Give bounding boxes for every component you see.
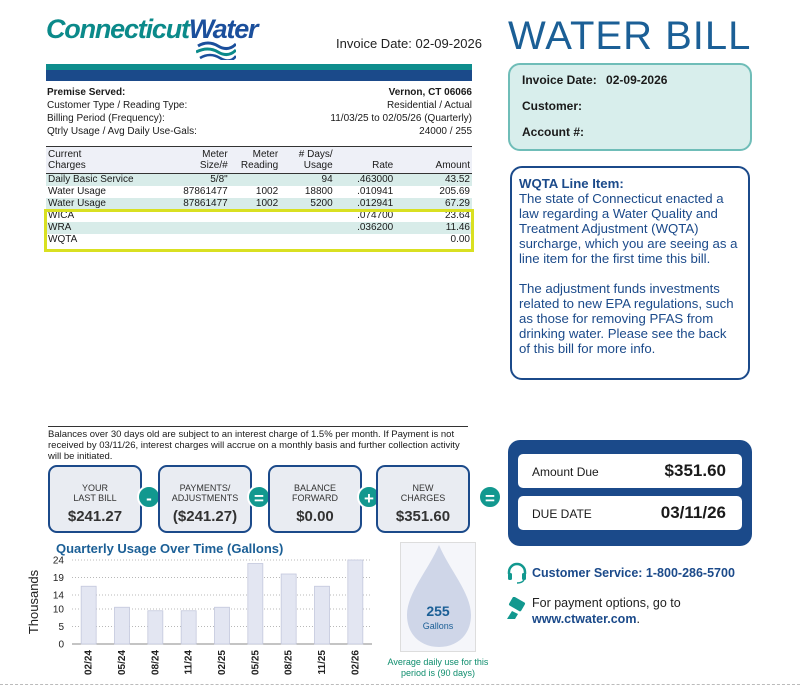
cell-meter-size: 87861477 (183, 186, 228, 197)
chart-y-axis-label: Thousands (26, 569, 41, 635)
cell-meter-reading: 1002 (255, 186, 279, 197)
quarterly-usage-value: 24000 / 255 (419, 126, 472, 137)
balance-forward-tile (268, 465, 362, 533)
payment-options-text: For payment options, go to (532, 596, 681, 610)
balance-interest-note: Balances over 30 days old are subject to an interest charge of 1.5% per month. If Payment is not received by 03/11/26, interest charges will accrue on a monthly basis and further collection activity will be initiated. (48, 426, 468, 462)
customer-type-row (47, 99, 472, 112)
tile-label: YOUR LAST BILL (73, 483, 117, 503)
cell-rate: .012941 (335, 198, 396, 210)
y-tick-label: 14 (52, 590, 64, 602)
billing-period-row (47, 112, 472, 125)
y-tick-label: 19 (52, 573, 64, 584)
daily-usage-panel (400, 542, 476, 652)
cell-charge: Water Usage (48, 186, 106, 197)
cell-amount: 67.29 (395, 198, 472, 210)
daily-usage-unit: Gallons (422, 621, 454, 631)
customer-label: Customer: (522, 99, 583, 113)
quarterly-usage-label: Qtrly Usage / Avg Daily Use-Gals: (47, 126, 197, 137)
billing-period-label: Billing Period (Frequency): (47, 113, 165, 124)
account-invoice-label: Invoice Date: (522, 73, 597, 87)
tile-value: $241.27 (67, 508, 123, 525)
payment-card-icon (504, 597, 528, 626)
amount-due-value: $351.60 (664, 461, 726, 480)
bar (115, 607, 130, 644)
x-tick-label: 11/25 (317, 650, 328, 675)
wave-icon (196, 40, 236, 60)
payment-link-period: . (636, 612, 640, 626)
quarterly-usage-row (47, 125, 472, 138)
tile-value: $0.00 (296, 508, 334, 525)
tile-label: NEW CHARGES (400, 483, 446, 503)
cell-rate: .074700 (357, 210, 394, 221)
due-date-value: 03/11/26 (660, 503, 726, 522)
invoice-date-label: Invoice Date: (336, 36, 412, 51)
invoice-date-value: 02-09-2026 (415, 36, 482, 51)
payment-link[interactable]: www.ctwater.com (532, 612, 637, 626)
premise-served-label: Premise Served: (47, 87, 126, 98)
x-tick-label: 11/24 (183, 650, 195, 675)
charges-header-row (46, 147, 472, 174)
due-date-label: DUE DATE (532, 507, 592, 521)
premise-served-value: Vernon, CT 06066 (388, 87, 472, 98)
invoice-date-header (336, 36, 482, 51)
amount-due-row (518, 454, 742, 488)
x-tick-label: 05/24 (117, 650, 128, 676)
cell-amount: 43.52 (395, 174, 472, 187)
cell-charge: WRA (46, 222, 157, 234)
bar (281, 574, 296, 644)
y-tick-label: 10 (52, 604, 64, 616)
account-invoice-value: 02-09-2026 (606, 73, 668, 87)
plus-icon: + (357, 485, 381, 509)
x-tick-label: 02/26 (350, 650, 362, 676)
minus-icon: - (137, 485, 161, 509)
cell-charge: Water Usage (46, 198, 157, 210)
perforation-line (0, 684, 800, 685)
cell-amount: 11.46 (395, 222, 472, 234)
navy-band (46, 70, 472, 81)
cell-days-usage: 94 (280, 174, 335, 187)
customer-type-value: Residential / Actual (386, 100, 472, 111)
account-info-box (508, 63, 752, 151)
water-drop-icon (401, 543, 477, 653)
account-number-label: Account #: (522, 125, 585, 139)
premise-served-row (47, 86, 472, 99)
logo-text-water: Water (188, 14, 258, 44)
bar (215, 607, 230, 644)
bar (315, 586, 330, 644)
billing-period-value: 11/03/25 to 02/05/26 (Quarterly) (330, 113, 472, 124)
cell-charge: WICA (48, 210, 75, 221)
wqta-heading: WQTA Line Item: (519, 176, 624, 191)
bar (348, 560, 363, 644)
equals-icon: = (247, 485, 271, 509)
wqta-paragraph-1: The state of Connecticut enacted a law regarding a Water Quality and Treatment Adjustment (WQTA) surcharge, which you are seeing as a line item for the first time this bill. (519, 191, 738, 266)
cell-meter-reading: 1002 (230, 198, 280, 210)
col-header-meter-reading: Meter Reading (230, 147, 280, 174)
cell-amount: 0.00 (450, 234, 470, 245)
cell-amount: 205.69 (439, 186, 470, 197)
amount-due-label: Amount Due (532, 465, 599, 479)
cell-meter-reading (230, 174, 280, 187)
due-date-row (518, 496, 742, 530)
cell-charge: Daily Basic Service (46, 174, 157, 187)
col-header-meter-size: Meter Size/# (157, 147, 230, 174)
bar (248, 564, 263, 645)
tile-label: PAYMENTS/ ADJUSTMENTS (171, 483, 239, 503)
headset-icon (506, 562, 528, 589)
cell-days-usage: 5200 (280, 198, 335, 210)
wqta-paragraph-2: The adjustment funds investments related to new EPA regulations, such as those for removing PFAS from drinking water. Please see the back of this bill for more info. (519, 281, 734, 356)
y-tick-label: 5 (58, 622, 64, 633)
col-header-charges: Current Charges (46, 147, 157, 174)
tile-value: ($241.27) (172, 508, 238, 525)
tile-value: $351.60 (395, 508, 451, 525)
cell-amount: 23.64 (444, 210, 470, 221)
tile-label: BALANCE FORWARD (292, 483, 338, 503)
page-title: WATER BILL (508, 14, 752, 58)
cell-meter-size: 5/8" (157, 174, 230, 187)
account-invoice-row (522, 72, 738, 98)
daily-usage-value: 255 (426, 603, 450, 619)
x-tick-label: 05/25 (250, 650, 262, 676)
table-row (46, 186, 472, 198)
chart-title: Quarterly Usage Over Time (Gallons) (56, 541, 284, 556)
payments-adjustments-tile (158, 465, 252, 533)
cell-rate: .463000 (335, 174, 396, 187)
bar (81, 586, 96, 644)
cell-charge: WQTA (48, 234, 78, 245)
cell-rate: .010941 (357, 186, 394, 197)
col-header-days-usage: # Days/ Usage (280, 147, 335, 174)
last-bill-tile (48, 465, 142, 533)
usage-bar-chart (20, 556, 380, 688)
bar (181, 611, 196, 644)
payment-link-row (532, 612, 640, 626)
bar (148, 611, 163, 644)
table-row (46, 174, 472, 187)
y-tick-label: 0 (58, 639, 64, 651)
daily-usage-label (400, 603, 476, 631)
cell-rate: .036200 (335, 222, 396, 234)
customer-service-phone[interactable]: Customer Service: 1-800-286-5700 (532, 566, 735, 580)
col-header-amount: Amount (395, 147, 472, 174)
customer-type-label: Customer Type / Reading Type: (47, 100, 188, 111)
y-tick-label: 24 (52, 556, 64, 567)
x-tick-label: 02/24 (83, 650, 95, 676)
col-header-rate: Rate (335, 147, 396, 174)
cell-days-usage: 18800 (304, 186, 333, 197)
x-tick-label: 02/25 (217, 650, 228, 676)
highlight-box (44, 209, 474, 252)
wqta-info-box (510, 166, 750, 380)
cell-meter-size: 87861477 (157, 198, 230, 210)
average-daily-note: Average daily use for this period is (90 days) (387, 657, 489, 678)
x-tick-label: 08/24 (150, 650, 162, 676)
connecticut-water-logo (46, 14, 258, 60)
new-charges-tile (376, 465, 470, 533)
equals-icon: = (478, 485, 502, 509)
logo-text-connecticut: Connecticut (46, 14, 189, 44)
x-tick-label: 08/25 (283, 650, 295, 676)
